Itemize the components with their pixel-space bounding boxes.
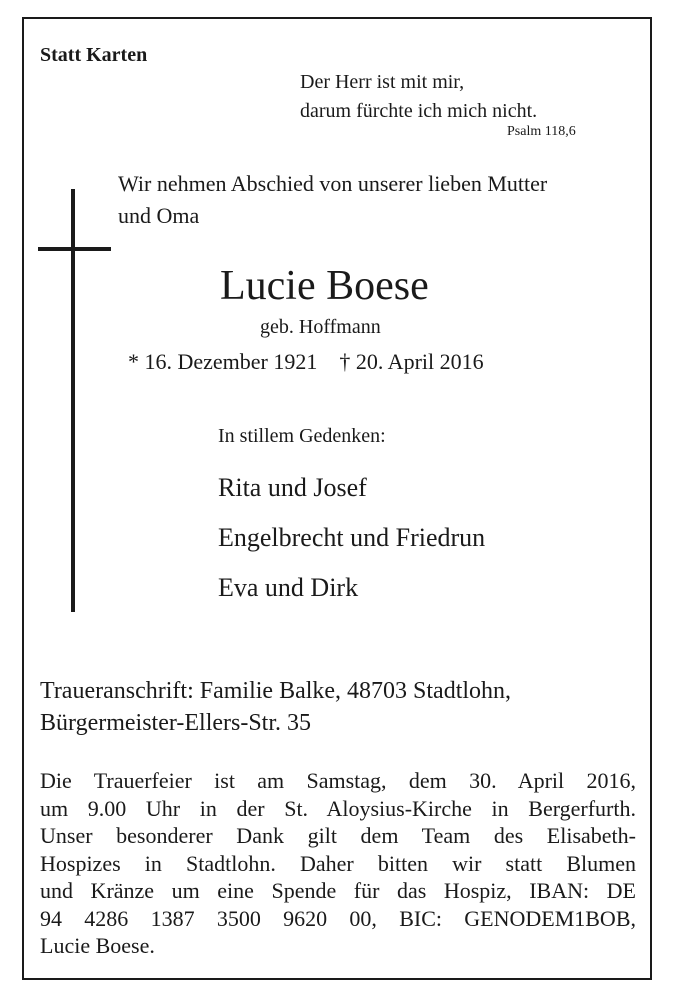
mourner-name: Rita und Josef — [218, 473, 367, 502]
intro-line: Wir nehmen Abschied von unserer lieben Mutter — [118, 171, 548, 196]
notice-line: um 9.00 Uhr in der St. Aloysius-Kirche in Bergerfurth. — [40, 795, 636, 821]
notice-line: Die Trauerfeier ist am Samstag, dem 30. April 2016, — [40, 768, 636, 793]
cross-icon-vertical — [71, 189, 75, 612]
mourner-name: Engelbrecht und Friedrun — [218, 523, 486, 552]
address-line: Bürgermeister-Ellers-Str. 35 — [40, 710, 312, 736]
death-date: † 20. April 2016 — [339, 349, 484, 374]
address-line: Traueranschrift: Familie Balke, 48703 Stadtlohn, — [40, 678, 512, 704]
notice-line: 94 4286 1387 3500 9620 00, BIC: GENODEM1BOB, — [40, 905, 636, 931]
quote-source: Psalm 118,6 — [507, 124, 576, 139]
life-dates — [128, 349, 484, 375]
notice-line: Lucie Boese. — [40, 933, 155, 958]
birth-name: geb. Hoffmann — [260, 316, 381, 338]
statt-karten-label: Statt Karten — [40, 44, 148, 66]
quote-line: darum fürchte ich mich nicht. — [300, 100, 538, 122]
mourners-list — [218, 472, 485, 622]
intro-line: und Oma — [118, 203, 200, 228]
birth-date: * 16. Dezember 1921 — [128, 349, 318, 374]
quote-line: Der Herr ist mit mir, — [300, 71, 465, 93]
mourners-title: In stillem Gedenken: — [218, 425, 386, 447]
deceased-name: Lucie Boese — [220, 263, 429, 309]
bible-quote — [300, 68, 537, 126]
notice-line: Unser besonderer Dank gilt dem Team des Elisabeth- — [40, 823, 636, 848]
mourning-address — [40, 675, 511, 739]
funeral-notice — [40, 767, 636, 960]
mourner-name: Eva und Dirk — [218, 573, 359, 602]
notice-line: Hospizes in Stadtlohn. Daher bitten wir statt Blumen — [40, 850, 636, 876]
intro-text — [118, 168, 547, 232]
notice-line: und Kränze um eine Spende für das Hospiz, IBAN: DE — [40, 878, 636, 903]
cross-icon-horizontal — [38, 247, 111, 251]
